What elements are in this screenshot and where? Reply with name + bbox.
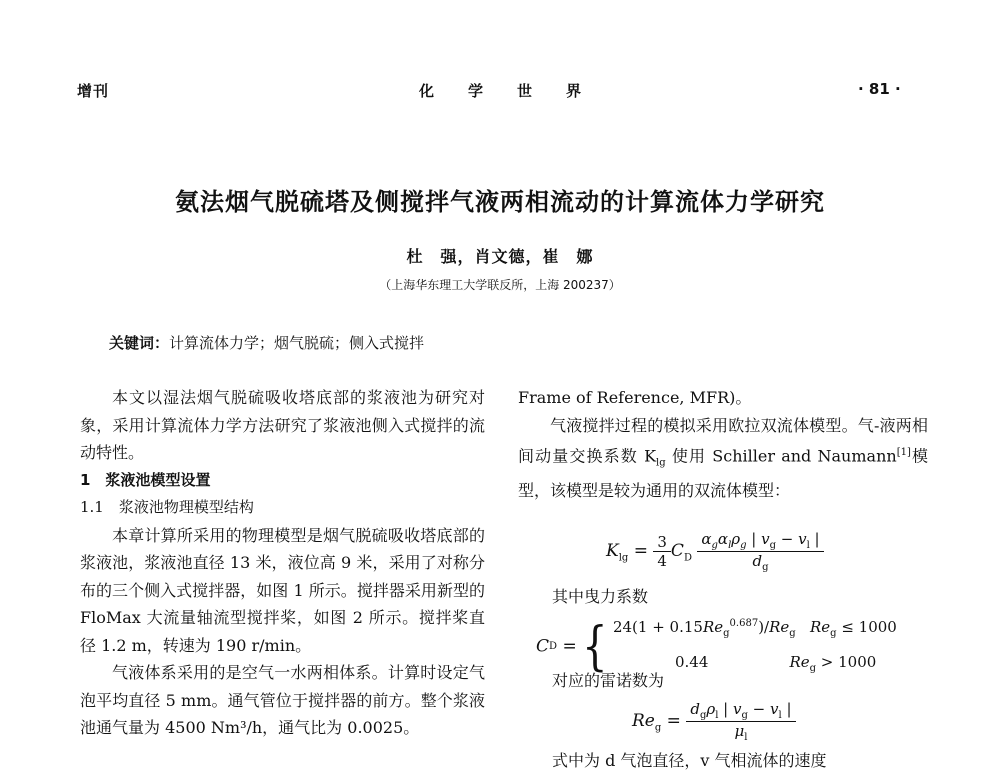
- drag-coefficient-label: 其中曳力系数: [552, 587, 649, 606]
- keywords-text: 计算流体力学；烟气脱硫；侧入式搅拌: [169, 334, 425, 352]
- affiliation: （上海华东理工大学联反所，上海 200237）: [379, 278, 621, 292]
- journal-name: 化学世界: [418, 82, 615, 100]
- body-paragraph: 气液搅拌过程的模拟采用欧拉双流体模型。气-液两相间动量交换系数 $K_{lg}$ 使用 Schiller and Naumann[1]模型，该模型是较为通用的双流体模型：: [518, 415, 928, 501]
- body-paragraph: 气液体系采用的是空气一水两相体系。计算时设定气泡平均直径 5 mm。通气管位于搅拌器的前方。整个浆液池通气量为 4500 Nm³/h，通气比为 0.0025。: [80, 663, 485, 737]
- truncated-line: 式中为 d 气泡直径，v 气相流体的速度: [552, 751, 827, 770]
- authors: 杜 强，肖文德，崔 娜: [406, 247, 594, 266]
- section-heading-1-1: 1.1 浆液池物理模型结构: [80, 498, 254, 516]
- section-heading-1: 1 浆液池模型设置: [80, 470, 211, 489]
- equation-klg: $K_{lg}$ = $\frac{3}{4}$ $C_D$ $\frac{\alpha_g\alpha_l\rho_g | v_g - v_l |}{d_g}$: [606, 530, 824, 573]
- keywords-label: 关键词：: [109, 334, 170, 352]
- body-paragraph: 本章计算所采用的物理模型是烟气脱硫吸收塔底部的浆液池，浆液池直径 13 米，液位高 9 米，采用了对称分布的三个侧入式搅拌器，如图 1 所示。搅拌器采用新型的 FloMax 大流量轴流型搅拌桨，如图 2 所示。搅拌桨直径 1.2 m，转速为 190 r/min。: [80, 525, 485, 655]
- body-line: Frame of Reference, MFR)。: [518, 388, 752, 407]
- left-column: [80, 384, 485, 742]
- equation-cd: CD = { $24(1 + 0.15Re_g^{0.687})/Re_g$ $Re_g \le 1000$ 0.44 $Re_g > 1000$: [536, 616, 897, 677]
- right-column: [518, 384, 928, 505]
- reynolds-label: 对应的雷诺数为: [552, 671, 665, 690]
- equation-reynolds: $Re_g$ = $\frac{d_g\rho_l | v_g - v_l |}{\mu_l}$: [632, 700, 796, 743]
- intro-paragraph: 本文以湿法烟气脱硫吸收塔底部的浆液池为研究对象，采用计算流体力学方法研究了浆液池侧入式搅拌的流动特性。: [80, 388, 485, 462]
- paper-title: 氨法烟气脱硫塔及侧搅拌气液两相流动的计算流体力学研究: [175, 188, 825, 216]
- running-header-left: 增刊: [77, 82, 110, 100]
- page-number: · 81 ·: [858, 80, 901, 98]
- keywords: [109, 332, 424, 353]
